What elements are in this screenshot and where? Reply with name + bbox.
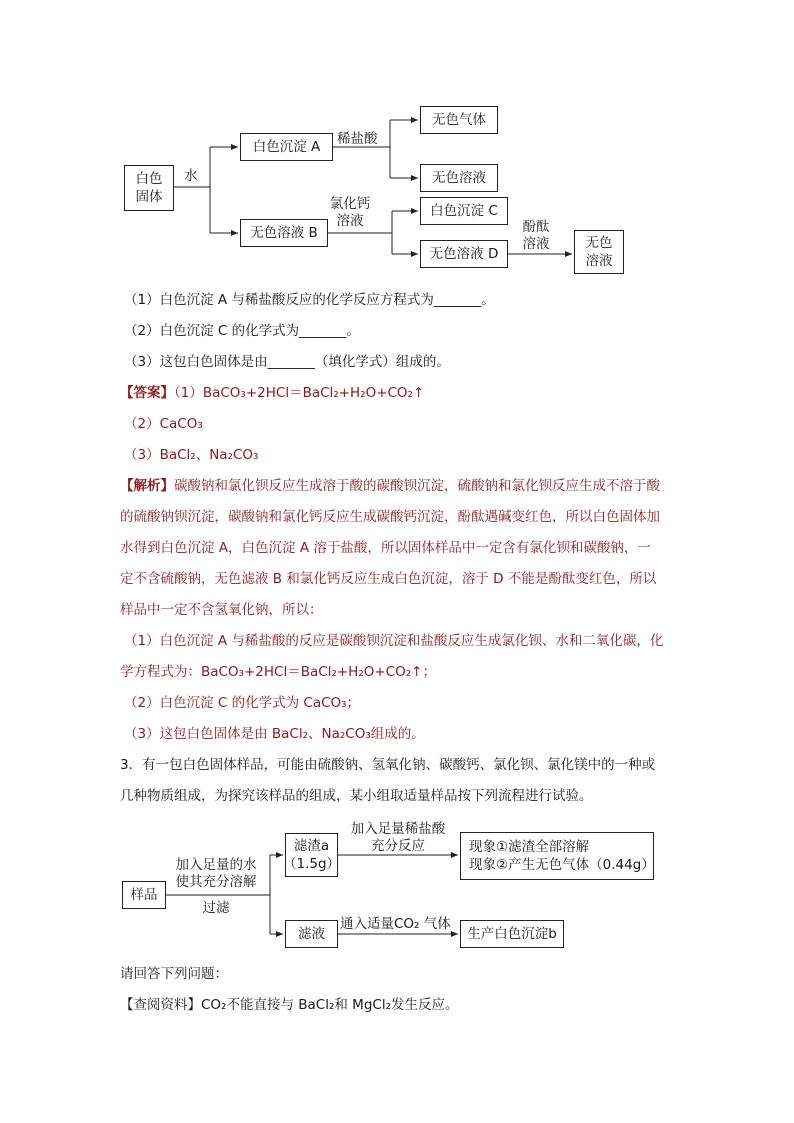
analysis-line-6: （1）白色沉淀 A 与稀盐酸的反应是碳酸钡沉淀和盐酸反应生成氯化钡、水和二氧化碳，化 [124,633,664,649]
flow2-filter-label: 过滤 [202,900,230,916]
flow2-ppt-b-box: 生产白色沉淀b [460,920,564,948]
analysis-line-9: （3）这包白色固体是由 BaCl₂、Na₂CO₃组成的。 [124,726,425,742]
analysis-text-1: 碳酸钠和氯化钡反应生成溶于酸的碳酸钡沉淀，硫酸钠和氯化钡反应生成不溶于酸 [174,478,660,494]
flow1-ppt-c-box: 白色沉淀 C [420,197,508,225]
tail-line-2: 【查阅资料】CO₂不能直接与 BaCl₂和 MgCl₂发生反应。 [120,997,459,1013]
flow1-cacl2-label: 氯化钙 溶液 [329,196,371,229]
analysis-tag: 【解析】 [120,478,174,494]
tail-line-1: 请回答下列问题： [120,966,228,982]
flow1-sol-d-box: 无色溶液 D [420,240,508,268]
analysis-line-2: 的硫酸钠钡沉淀，碳酸钠和氯化钙反应生成碳酸钙沉淀，酚酞遇碱变红色，所以白色固体加 [120,509,660,525]
question-1: （1）白色沉淀 A 与稀盐酸反应的化学反应方程式为_______。 [124,292,495,308]
flow1-gas-box: 无色气体 [420,106,498,134]
analysis-line-5: 样品中一定不含氢氧化钠，所以： [120,602,323,618]
question-2: （2）白色沉淀 C 的化学式为_______。 [124,323,360,339]
problem3-line-1: 3．有一包白色固体样品，可能由硫酸钠、氢氧化钠、碳酸钙、氯化钡、氯化镁中的一种或 [120,757,656,773]
flow2-add-hcl-label: 加入足量稀盐酸 充分反应 [350,821,446,854]
flow1-sol-b-box: 无色溶液 B [240,219,328,247]
flow1-hcl-label: 稀盐酸 [337,131,378,147]
problem3-line-2: 几种物质组成，为探究该样品的组成，某小组取适量样品按下列流程进行试验。 [120,788,593,804]
answer-tag: 【答案】 [120,385,174,401]
question-3: （3）这包白色固体是由_______（填化学式）组成的。 [124,354,450,370]
analysis-line-4: 定不含硫酸钠，无色滤液 B 和氯化钙反应生成白色沉淀，溶于 D 不能是酚酞变红色，所以 [120,571,657,587]
analysis-line-7: 学方程式为：BaCO₃+2HCl＝BaCl₂+H₂O+CO₂↑； [120,664,436,680]
flow1-water-label: 水 [184,168,198,184]
flow1-ppt-a-box: 白色沉淀 A [240,133,333,161]
flow1-final-box: 无色 溶液 [574,230,624,274]
flow2-co2-label: 通入适量CO₂ 气体 [340,916,451,932]
flow2-filtrate-box: 滤液 [285,920,338,948]
flow2-step1-label: 加入足量的水 使其充分溶解 [175,857,257,890]
flow1-sol1-box: 无色溶液 [420,164,498,192]
flow2-obs-box: 现象①滤渣全部溶解 现象②产生无色气体（0.44g） [460,832,654,880]
analysis-line-3: 水得到白色沉淀 A，白色沉淀 A 溶于盐酸，所以固体样品中一定含有氯化钡和碳酸钠，一 [120,540,651,556]
flow1-phenol-label: 酚酞 溶液 [522,219,550,252]
answer-1-equation: BaCO₃+2HCl＝BaCl₂+H₂O+CO₂↑ [202,385,425,401]
answer-3: （3）BaCl₂、Na₂CO₃ [124,447,259,463]
answer-2: （2）CaCO₃ [124,416,203,432]
answer-1-prefix: （1） [174,385,203,401]
analysis-line-8: （2）白色沉淀 C 的化学式为 CaCO₃； [124,695,361,711]
flow1-start-box: 白色 固体 [124,165,174,211]
flow2-residue-box: 滤渣a （1.5g） [285,833,338,877]
flow2-sample-box: 样品 [122,881,166,909]
